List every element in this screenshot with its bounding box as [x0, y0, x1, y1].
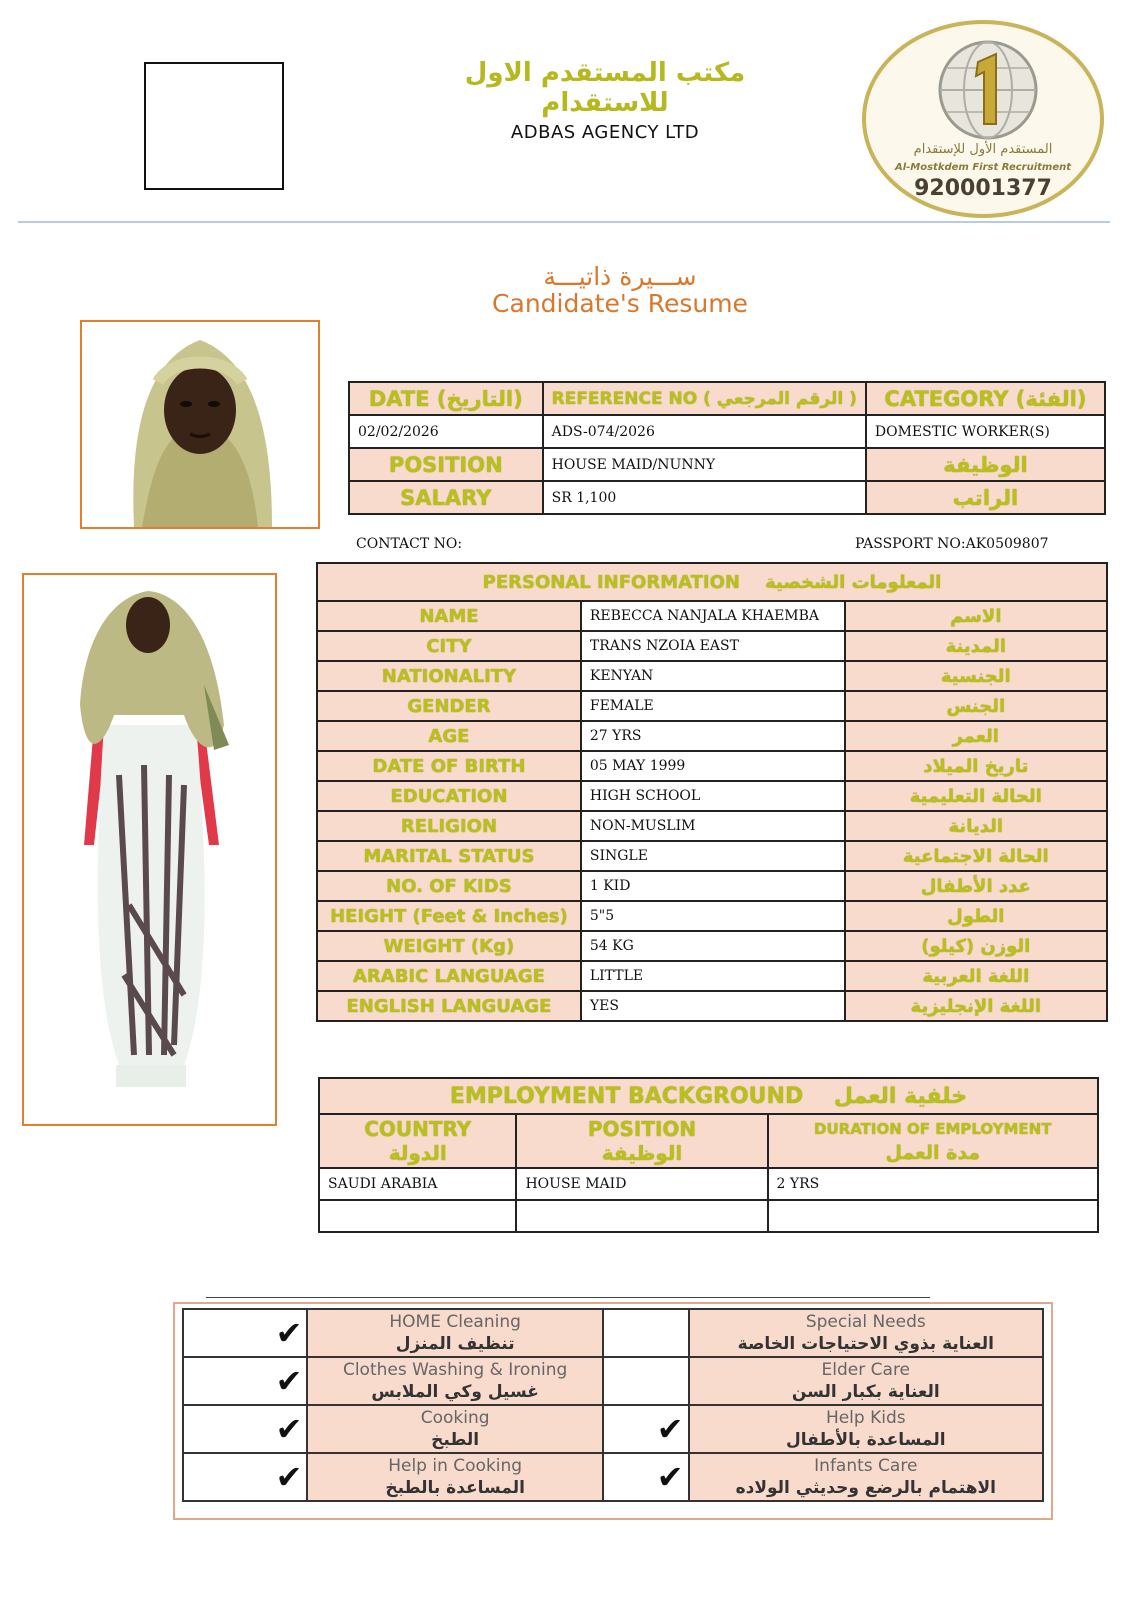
skill-right-arabic: العناية بكبار السن — [791, 1382, 940, 1402]
skills-top-rule — [206, 1297, 930, 1298]
info-value: 05 MAY 1999 — [581, 751, 845, 781]
info-label: NO. OF KIDS — [317, 871, 581, 901]
summary-value-row — [349, 415, 1105, 448]
skill-right — [689, 1309, 1043, 1357]
info-value: FEMALE — [581, 691, 845, 721]
info-label: NATIONALITY — [317, 661, 581, 691]
date-label: DATE (التاريخ) — [349, 382, 543, 415]
skill-left — [307, 1453, 603, 1501]
skill-check-left — [183, 1309, 307, 1357]
skill-left-english: HOME Cleaning — [389, 1312, 521, 1332]
info-value: REBECCA NANJALA KHAEMBA — [581, 601, 845, 631]
skill-check-left — [183, 1405, 307, 1453]
info-value: 54 KG — [581, 931, 845, 961]
info-label-arabic: الوزن (كيلو) — [845, 931, 1107, 961]
logo-name-arabic: المستقدم الأول للإستقدام — [913, 142, 1053, 157]
info-label-arabic: عدد الأطفال — [845, 871, 1107, 901]
position-row — [349, 448, 1105, 481]
info-label: HEIGHT (Feet & Inches) — [317, 901, 581, 931]
skill-right-english: Special Needs — [805, 1312, 926, 1332]
country-header — [319, 1114, 516, 1168]
skill-left — [307, 1405, 603, 1453]
skill-check-right — [603, 1453, 689, 1501]
info-label: DATE OF BIRTH — [317, 751, 581, 781]
info-label-arabic: الحالة التعليمية — [845, 781, 1107, 811]
logo-phone-number: 920001377 — [914, 176, 1052, 201]
employment-country — [319, 1200, 516, 1232]
info-value: 1 KID — [581, 871, 845, 901]
info-label-arabic: المدينة — [845, 631, 1107, 661]
info-label-arabic: الطول — [845, 901, 1107, 931]
position-header-english: POSITION — [587, 1117, 697, 1141]
skill-right-english: Elder Care — [821, 1360, 911, 1380]
personal-info-title-english: PERSONAL INFORMATION — [482, 571, 740, 593]
employment-title-english: EMPLOYMENT BACKGROUND — [449, 1083, 804, 1109]
agency-name: ADBAS AGENCY LTD — [510, 122, 700, 143]
skill-left-english: Clothes Washing & Ironing — [342, 1360, 568, 1380]
header-divider — [18, 221, 1110, 223]
skill-left — [307, 1357, 603, 1405]
info-label: NAME — [317, 601, 581, 631]
personal-info-row — [317, 901, 1107, 931]
info-value: 27 YRS — [581, 721, 845, 751]
personal-info-row — [317, 751, 1107, 781]
info-label: CITY — [317, 631, 581, 661]
employment-duration: 2 YRS — [768, 1168, 1098, 1200]
position-label: POSITION — [349, 448, 543, 481]
skill-left-arabic: المساعدة بالطبخ — [385, 1478, 525, 1498]
personal-info-row — [317, 691, 1107, 721]
position-header-arabic: الوظيفة — [601, 1141, 683, 1165]
duration-header — [768, 1114, 1098, 1168]
face-photo — [80, 320, 320, 529]
personal-info-row — [317, 601, 1107, 631]
globe-number-one-icon — [934, 36, 1042, 144]
category-value: DOMESTIC WORKER(S) — [866, 415, 1105, 448]
personal-info-row — [317, 841, 1107, 871]
info-label-arabic: الاسم — [845, 601, 1107, 631]
personal-info-table — [316, 562, 1108, 1022]
check-mark-icon: ✔ — [275, 1458, 303, 1496]
skill-right-arabic: الاهتمام بالرضع وحديثي الولاده — [735, 1478, 996, 1498]
full-body-photo — [22, 573, 277, 1126]
reference-value: ADS-074/2026 — [543, 415, 866, 448]
employment-header-row — [319, 1114, 1098, 1168]
info-value: SINGLE — [581, 841, 845, 871]
personal-info-row — [317, 811, 1107, 841]
personal-info-row — [317, 991, 1107, 1021]
duration-header-arabic: مدة العمل — [885, 1142, 981, 1164]
salary-label-arabic: الراتب — [866, 481, 1105, 514]
info-label: ENGLISH LANGUAGE — [317, 991, 581, 1021]
employment-country: SAUDI ARABIA — [319, 1168, 516, 1200]
info-label: ARABIC LANGUAGE — [317, 961, 581, 991]
date-value: 02/02/2026 — [349, 415, 543, 448]
personal-info-row — [317, 721, 1107, 751]
info-label-arabic: اللغة الإنجليزية — [845, 991, 1107, 1021]
info-value: KENYAN — [581, 661, 845, 691]
info-value: LITTLE — [581, 961, 845, 991]
info-value: TRANS NZOIA EAST — [581, 631, 845, 661]
office-name-arabic: مكتب المستقدم الاول للاستقدام — [464, 58, 746, 118]
skill-left-arabic: الطبخ — [431, 1430, 480, 1450]
salary-label: SALARY — [349, 481, 543, 514]
personal-info-row — [317, 871, 1107, 901]
salary-row — [349, 481, 1105, 514]
skill-right — [689, 1357, 1043, 1405]
personal-info-row — [317, 961, 1107, 991]
personal-info-title-arabic: المعلومات الشخصية — [765, 571, 942, 593]
personal-info-row — [317, 931, 1107, 961]
skill-right-english: Infants Care — [814, 1456, 918, 1476]
skill-check-left — [183, 1357, 307, 1405]
skills-table — [182, 1308, 1044, 1502]
employment-position — [516, 1200, 767, 1232]
skill-row — [183, 1309, 1043, 1357]
info-label: AGE — [317, 721, 581, 751]
info-label-arabic: تاريخ الميلاد — [845, 751, 1107, 781]
info-label-arabic: الجنسية — [845, 661, 1107, 691]
skill-right-arabic: العناية بذوي الاحتياجات الخاصة — [737, 1334, 994, 1354]
skill-right-arabic: المساعدة بالأطفال — [786, 1430, 946, 1450]
info-label: MARITAL STATUS — [317, 841, 581, 871]
check-mark-icon: ✔ — [656, 1458, 684, 1496]
personal-info-title — [317, 563, 1107, 601]
logo-name-english: Al-Mostkdem First Recruitment — [894, 162, 1072, 173]
position-value: HOUSE MAID/NUNNY — [543, 448, 866, 481]
employment-table — [318, 1077, 1099, 1233]
employment-row — [319, 1200, 1098, 1232]
blank-photo-box — [144, 62, 284, 190]
personal-info-row — [317, 661, 1107, 691]
info-label-arabic: العمر — [845, 721, 1107, 751]
info-label: RELIGION — [317, 811, 581, 841]
skill-left-arabic: تنظيف المنزل — [395, 1334, 515, 1354]
info-label-arabic: الديانة — [845, 811, 1107, 841]
info-value: YES — [581, 991, 845, 1021]
info-label-arabic: اللغة العربية — [845, 961, 1107, 991]
check-mark-icon: ✔ — [275, 1362, 303, 1400]
employment-rows — [319, 1168, 1098, 1232]
info-value: HIGH SCHOOL — [581, 781, 845, 811]
skill-row — [183, 1357, 1043, 1405]
skill-left — [307, 1309, 603, 1357]
employment-position: HOUSE MAID — [516, 1168, 767, 1200]
country-header-english: COUNTRY — [364, 1117, 472, 1141]
personal-info-row — [317, 631, 1107, 661]
country-header-arabic: الدولة — [388, 1141, 447, 1165]
personal-info-rows — [317, 601, 1107, 1021]
skills-rows — [183, 1309, 1043, 1501]
check-mark-icon: ✔ — [275, 1410, 303, 1448]
employment-duration — [768, 1200, 1098, 1232]
skill-left-english: Cooking — [420, 1408, 490, 1428]
resume-title-english: Candidate's Resume — [492, 289, 748, 318]
employment-title — [319, 1078, 1098, 1114]
position-label-arabic: الوظيفة — [866, 448, 1105, 481]
personal-info-row — [317, 781, 1107, 811]
info-label-arabic: الجنس — [845, 691, 1107, 721]
passport-number: PASSPORT NO:AK0509807 — [855, 536, 1049, 552]
salary-value: SR 1,100 — [543, 481, 866, 514]
portrait-photo-icon — [82, 322, 318, 527]
contact-number-label: CONTACT NO: — [356, 536, 463, 552]
info-value: NON-MUSLIM — [581, 811, 845, 841]
employment-title-arabic: خلفية العمل — [833, 1083, 968, 1109]
info-label-arabic: الحالة الاجتماعية — [845, 841, 1107, 871]
employment-row — [319, 1168, 1098, 1200]
skill-left-arabic: غسيل وكي الملابس — [371, 1382, 539, 1402]
reference-label: REFERENCE NO ( الرقم المرجعي ) — [543, 382, 866, 415]
skill-row — [183, 1405, 1043, 1453]
check-mark-icon: ✔ — [275, 1314, 303, 1352]
summary-header-row — [349, 382, 1105, 415]
category-label: CATEGORY (الفئة) — [866, 382, 1105, 415]
skill-check-left — [183, 1453, 307, 1501]
agency-logo — [862, 20, 1104, 218]
skill-check-right — [603, 1405, 689, 1453]
skill-left-english: Help in Cooking — [388, 1456, 523, 1476]
info-value: 5"5 — [581, 901, 845, 931]
skill-right-english: Help Kids — [825, 1408, 906, 1428]
skill-check-right — [603, 1309, 689, 1357]
summary-table — [348, 381, 1106, 515]
position-header — [516, 1114, 767, 1168]
employment-title-row — [319, 1078, 1098, 1114]
full-body-photo-icon — [24, 575, 275, 1124]
resume-title-arabic: ســـيرة ذاتيـــة — [543, 262, 697, 291]
info-label: GENDER — [317, 691, 581, 721]
skill-check-right — [603, 1357, 689, 1405]
skill-right — [689, 1453, 1043, 1501]
skill-right — [689, 1405, 1043, 1453]
duration-header-english: DURATION OF EMPLOYMENT — [814, 1120, 1052, 1138]
info-label: EDUCATION — [317, 781, 581, 811]
info-label: WEIGHT (Kg) — [317, 931, 581, 961]
personal-info-title-row — [317, 563, 1107, 601]
check-mark-icon: ✔ — [656, 1410, 684, 1448]
skill-row — [183, 1453, 1043, 1501]
